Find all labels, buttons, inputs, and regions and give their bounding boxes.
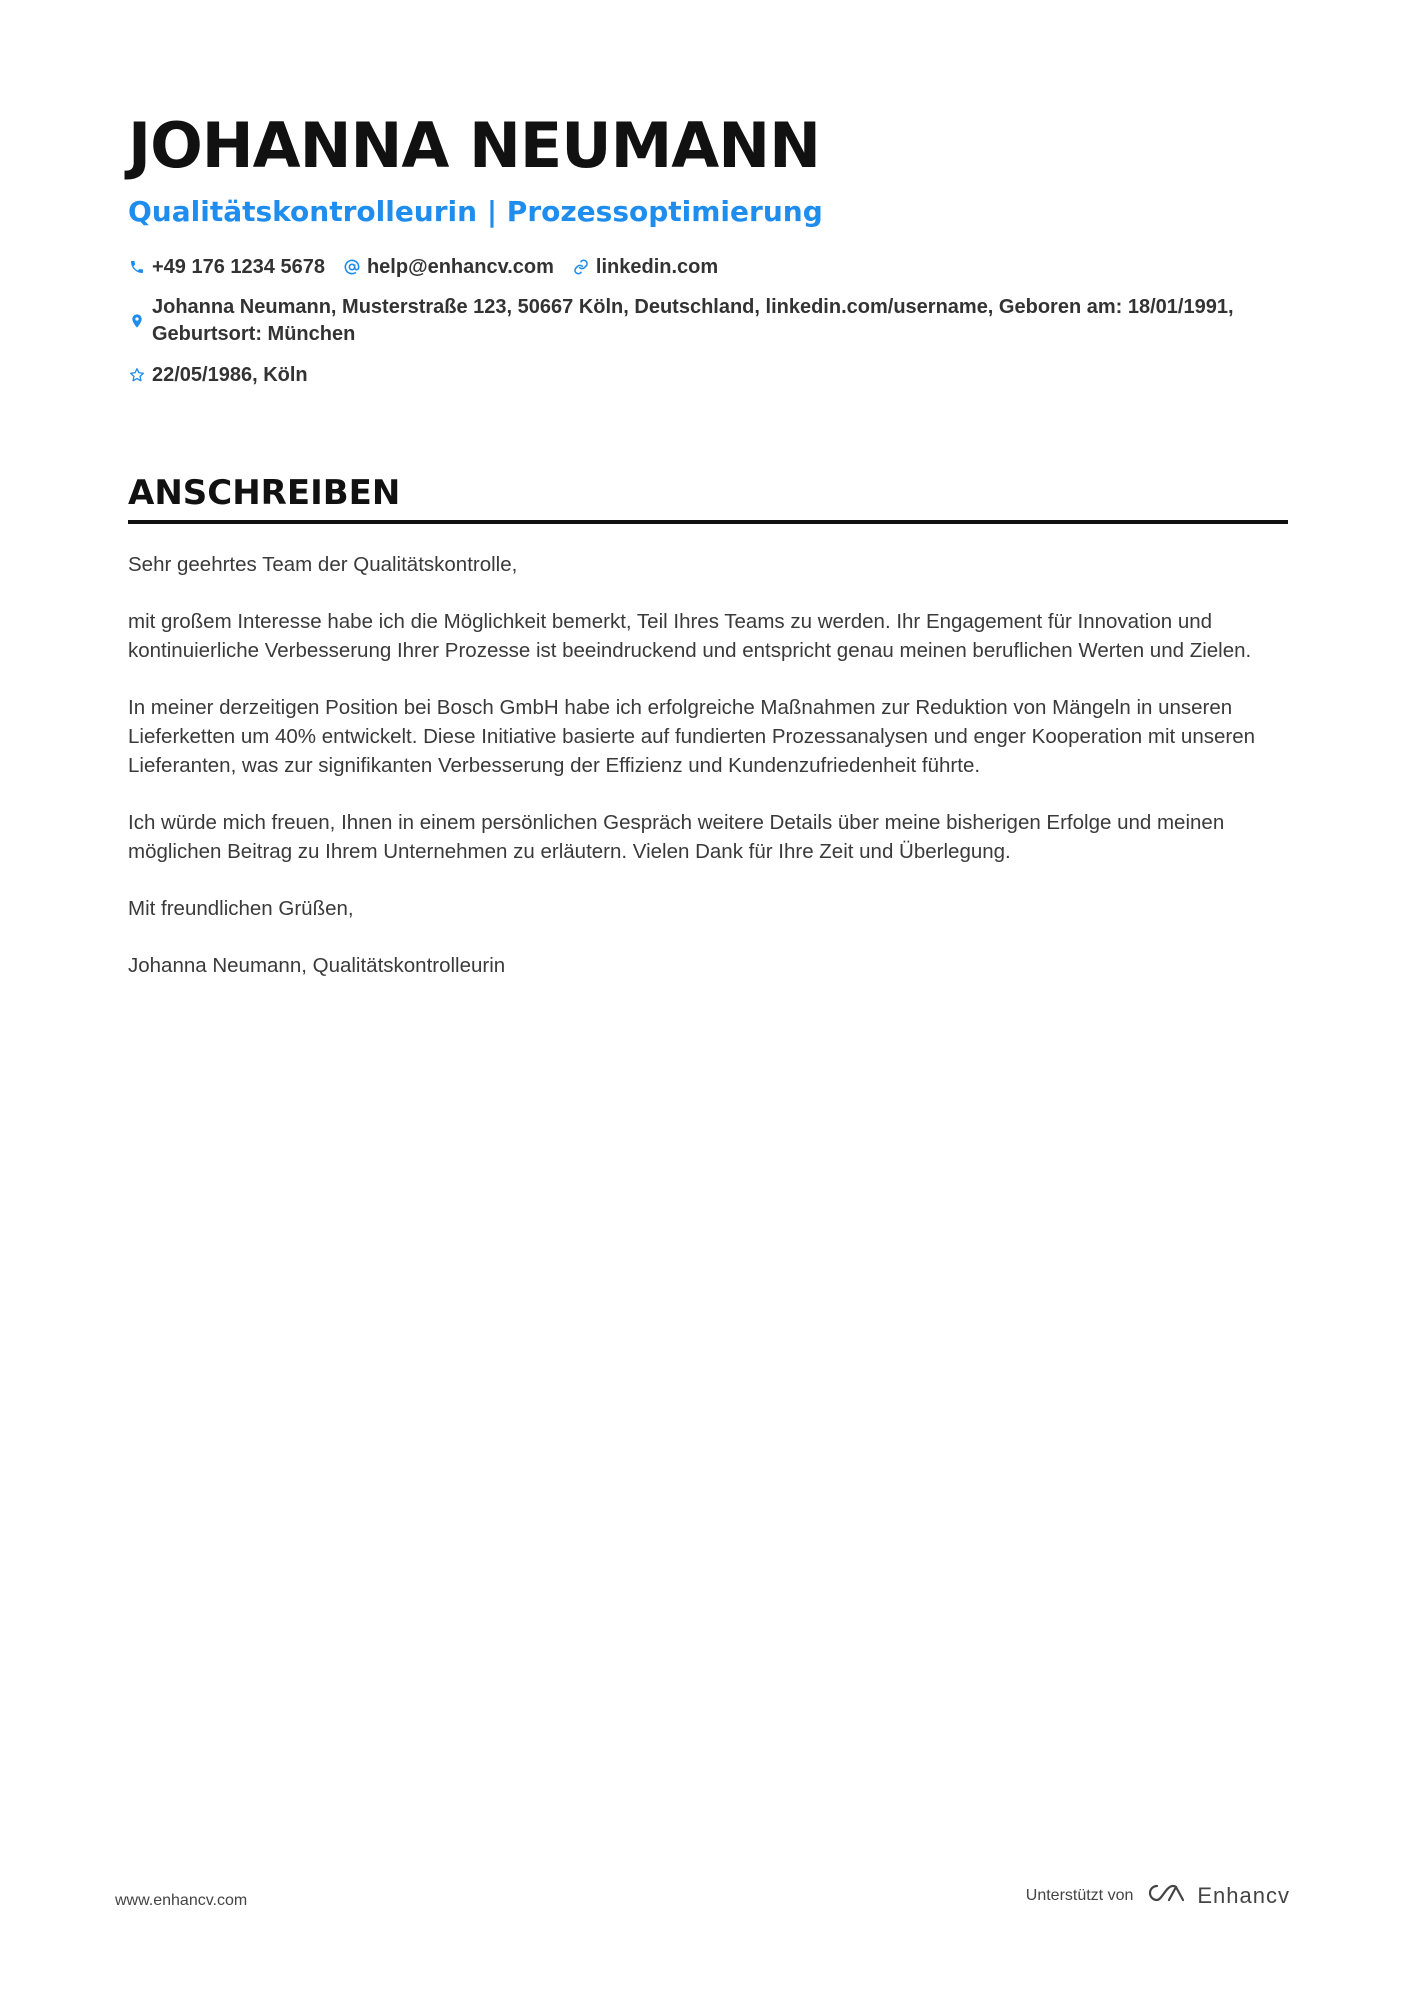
signature: Johanna Neumann, Qualitätskontrolleurin: [128, 954, 506, 977]
cover-letter-section: [128, 470, 1288, 1008]
phone-number[interactable]: +49 176 1234 5678: [152, 255, 325, 278]
footer-branding: [1026, 1880, 1290, 1911]
birth-text: 22/05/1986, Köln: [152, 363, 308, 386]
contact-info: [128, 252, 1288, 390]
address-row: [128, 294, 1288, 348]
section-title: ANSCHREIBEN: [128, 473, 401, 513]
star-icon: [128, 366, 146, 384]
email-contact: [343, 256, 554, 279]
location-pin-icon: [128, 312, 146, 330]
header: [128, 108, 1288, 390]
address-text: Johanna Neumann, Musterstraße 123, 50667 Köln, Deutschland, linkedin.com/username, Geboren am: 18/01/1991, Geburtsort: München: [152, 296, 1234, 345]
letter-paragraph: In meiner derzeitigen Position bei Bosch GmbH habe ich erfolgreiche Maßnahmen zur Reduktion von Mängeln in unseren Lieferketten um 40% entwickelt. Diese Initiative basierte auf fundierten Prozessanalysen und enger Kooperation mit unseren Lieferanten, was zur signifikanten Verbesserung der Effizienz und Kundenzufriedenheit führte.: [128, 696, 1256, 777]
footer-website[interactable]: www.enhancv.com: [115, 1892, 248, 1909]
job-title: Qualitätskontrolleurin | Prozessoptimierung: [128, 195, 823, 228]
letter-paragraph: Ich würde mich freuen, Ihnen in einem persönlichen Gespräch weitere Details über meine bisherigen Erfolge und meinen möglichen Beitrag zu Ihrem Unternehmen zu erläutern. Vielen Dank für Ihre Zeit und Überlegung.: [128, 811, 1225, 863]
phone-contact: [128, 256, 325, 279]
contact-row: [128, 252, 1288, 282]
powered-by-label: Unterstützt von: [1025, 1886, 1134, 1904]
link-icon: [572, 258, 590, 276]
email-link[interactable]: help@enhancv.com: [366, 255, 554, 278]
birth-row: [128, 360, 1288, 390]
brand-name: Enhancv: [1197, 1882, 1290, 1908]
letter-body: [128, 550, 1288, 980]
closing: Mit freundlichen Grüßen,: [128, 897, 354, 920]
linkedin-link[interactable]: linkedin.com: [595, 255, 719, 278]
at-icon: [343, 258, 361, 276]
salutation: Sehr geehrtes Team der Qualitätskontrolle,: [128, 553, 518, 576]
applicant-name: JOHANNA NEUMANN: [128, 109, 821, 182]
linkedin-contact: [572, 256, 718, 279]
enhancv-logo-icon: [1143, 1880, 1189, 1911]
letter-paragraph: mit großem Interesse habe ich die Möglichkeit bemerkt, Teil Ihres Teams zu werden. Ihr Engagement für Innovation und kontinuierliche Verbesserung Ihrer Prozesse ist beeindruckend und entspricht genau meinen beruflichen Werten und Zielen.: [128, 610, 1252, 662]
section-divider: [128, 520, 1288, 524]
brand-logo[interactable]: [1143, 1880, 1290, 1911]
phone-icon: [128, 258, 146, 276]
